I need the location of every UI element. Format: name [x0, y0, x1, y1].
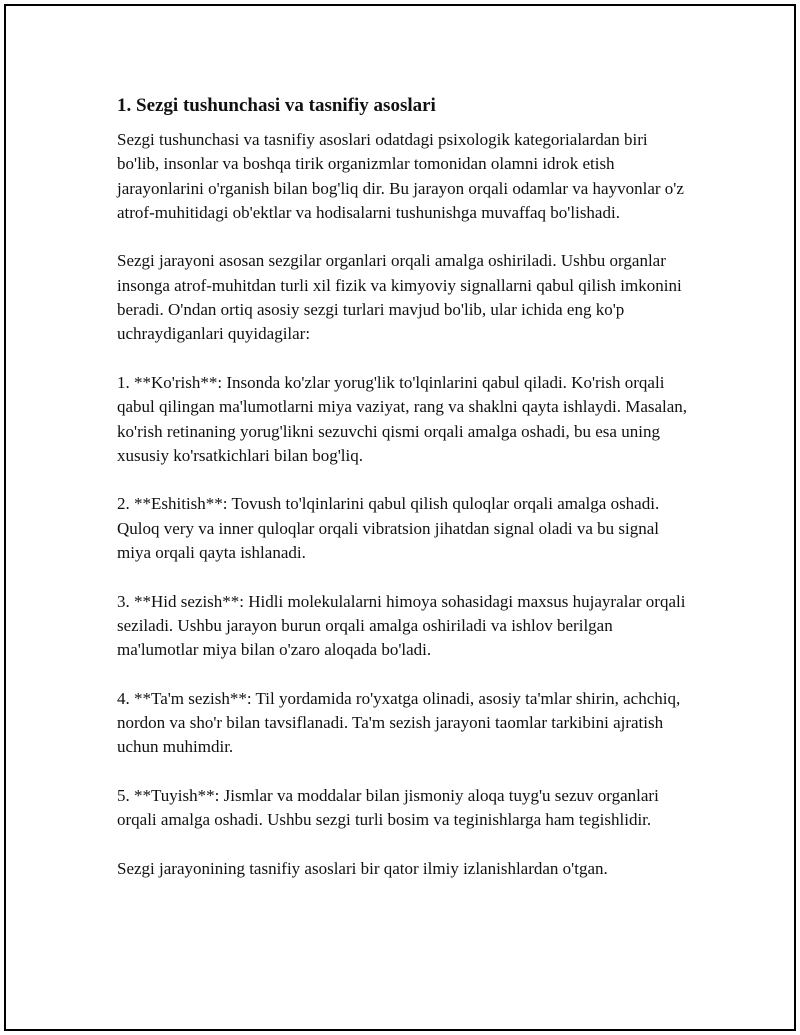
section-heading: 1. Sezgi tushunchasi va tasnifiy asoslari: [117, 95, 436, 116]
intro-paragraph: Sezgi tushunchasi va tasnifiy asoslari odatdagi psixologik kategorialardan biri bo'lib, insonlar va boshqa tirik organizmlar tomonidan olamni idrok etish jarayonlarini o'rganish bilan bog'liq dir. Bu jarayon orqali odamlar va hayvonlar o'z atrof-muhitidagi ob'ektlar va hodisalarni tushunishga muvaffaq bo'lishadi.: [117, 130, 684, 222]
list-item-vision: 1. **Ko'rish**: Insonda ko'zlar yorug'lik to'lqinlarini qabul qiladi. Ko'rish orqali qabul qilingan ma'lumotlarni miya vaziyat, rang va shaklni qayta ishlaydi. Masalan, ko'rish retinaning yorug'likni sezuvchi qismi orqali amalga oshadi, bu esa uning xususiy ko'rsatkichlari bilan bog'liq.: [117, 372, 688, 465]
closing-paragraph: Sezgi jarayonining tasnifiy asoslari bir qator ilmiy izlanishlardan o'tgan.: [117, 858, 608, 878]
list-item-taste: 4. **Ta'm sezish**: Til yordamida ro'yxatga olinadi, asosiy ta'mlar shirin, achchiq, nordon va sho'r bilan tavsiflanadi. Ta'm sezish jarayoni taomlar tarkibini ajratish uchun muhimdir.: [117, 688, 681, 757]
sense-organs-paragraph: Sezgi jarayoni asosan sezgilar organlari orqali amalga oshiriladi. Ushbu organlar insonga atrof-muhitdan turli xil fizik va kimyoviy signallarni qabul qilish imkonini beradi. O'ndan ortiq asosiy sezgi turlari mavjud bo'lib, ular ichida eng ko'p uchraydiganlari quyidagilar:: [117, 251, 682, 344]
list-item-smell: 3. **Hid sezish**: Hidli molekulalarni himoya sohasidagi maxsus hujayralar orqali seziladi. Ushbu jarayon burun orqali amalga oshiriladi va ishlov berilgan ma'lumotlar miya bilan o'zaro aloqada bo'ladi.: [117, 591, 686, 660]
document-body: [117, 94, 692, 906]
list-item-touch: 5. **Tuyish**: Jismlar va moddalar bilan jismoniy aloqa tuyg'u sezuv organlari orqali amalga oshadi. Ushbu sezgi turli bosim va teginishlarga ham tegishlidir.: [117, 786, 659, 830]
list-item-hearing: 2. **Eshitish**: Tovush to'lqinlarini qabul qilish quloqlar orqali amalga oshadi. Quloq very va inner quloqlar orqali vibratsion jihatdan signal oladi va bu signal miya orqali qayta ishlanadi.: [117, 494, 660, 563]
